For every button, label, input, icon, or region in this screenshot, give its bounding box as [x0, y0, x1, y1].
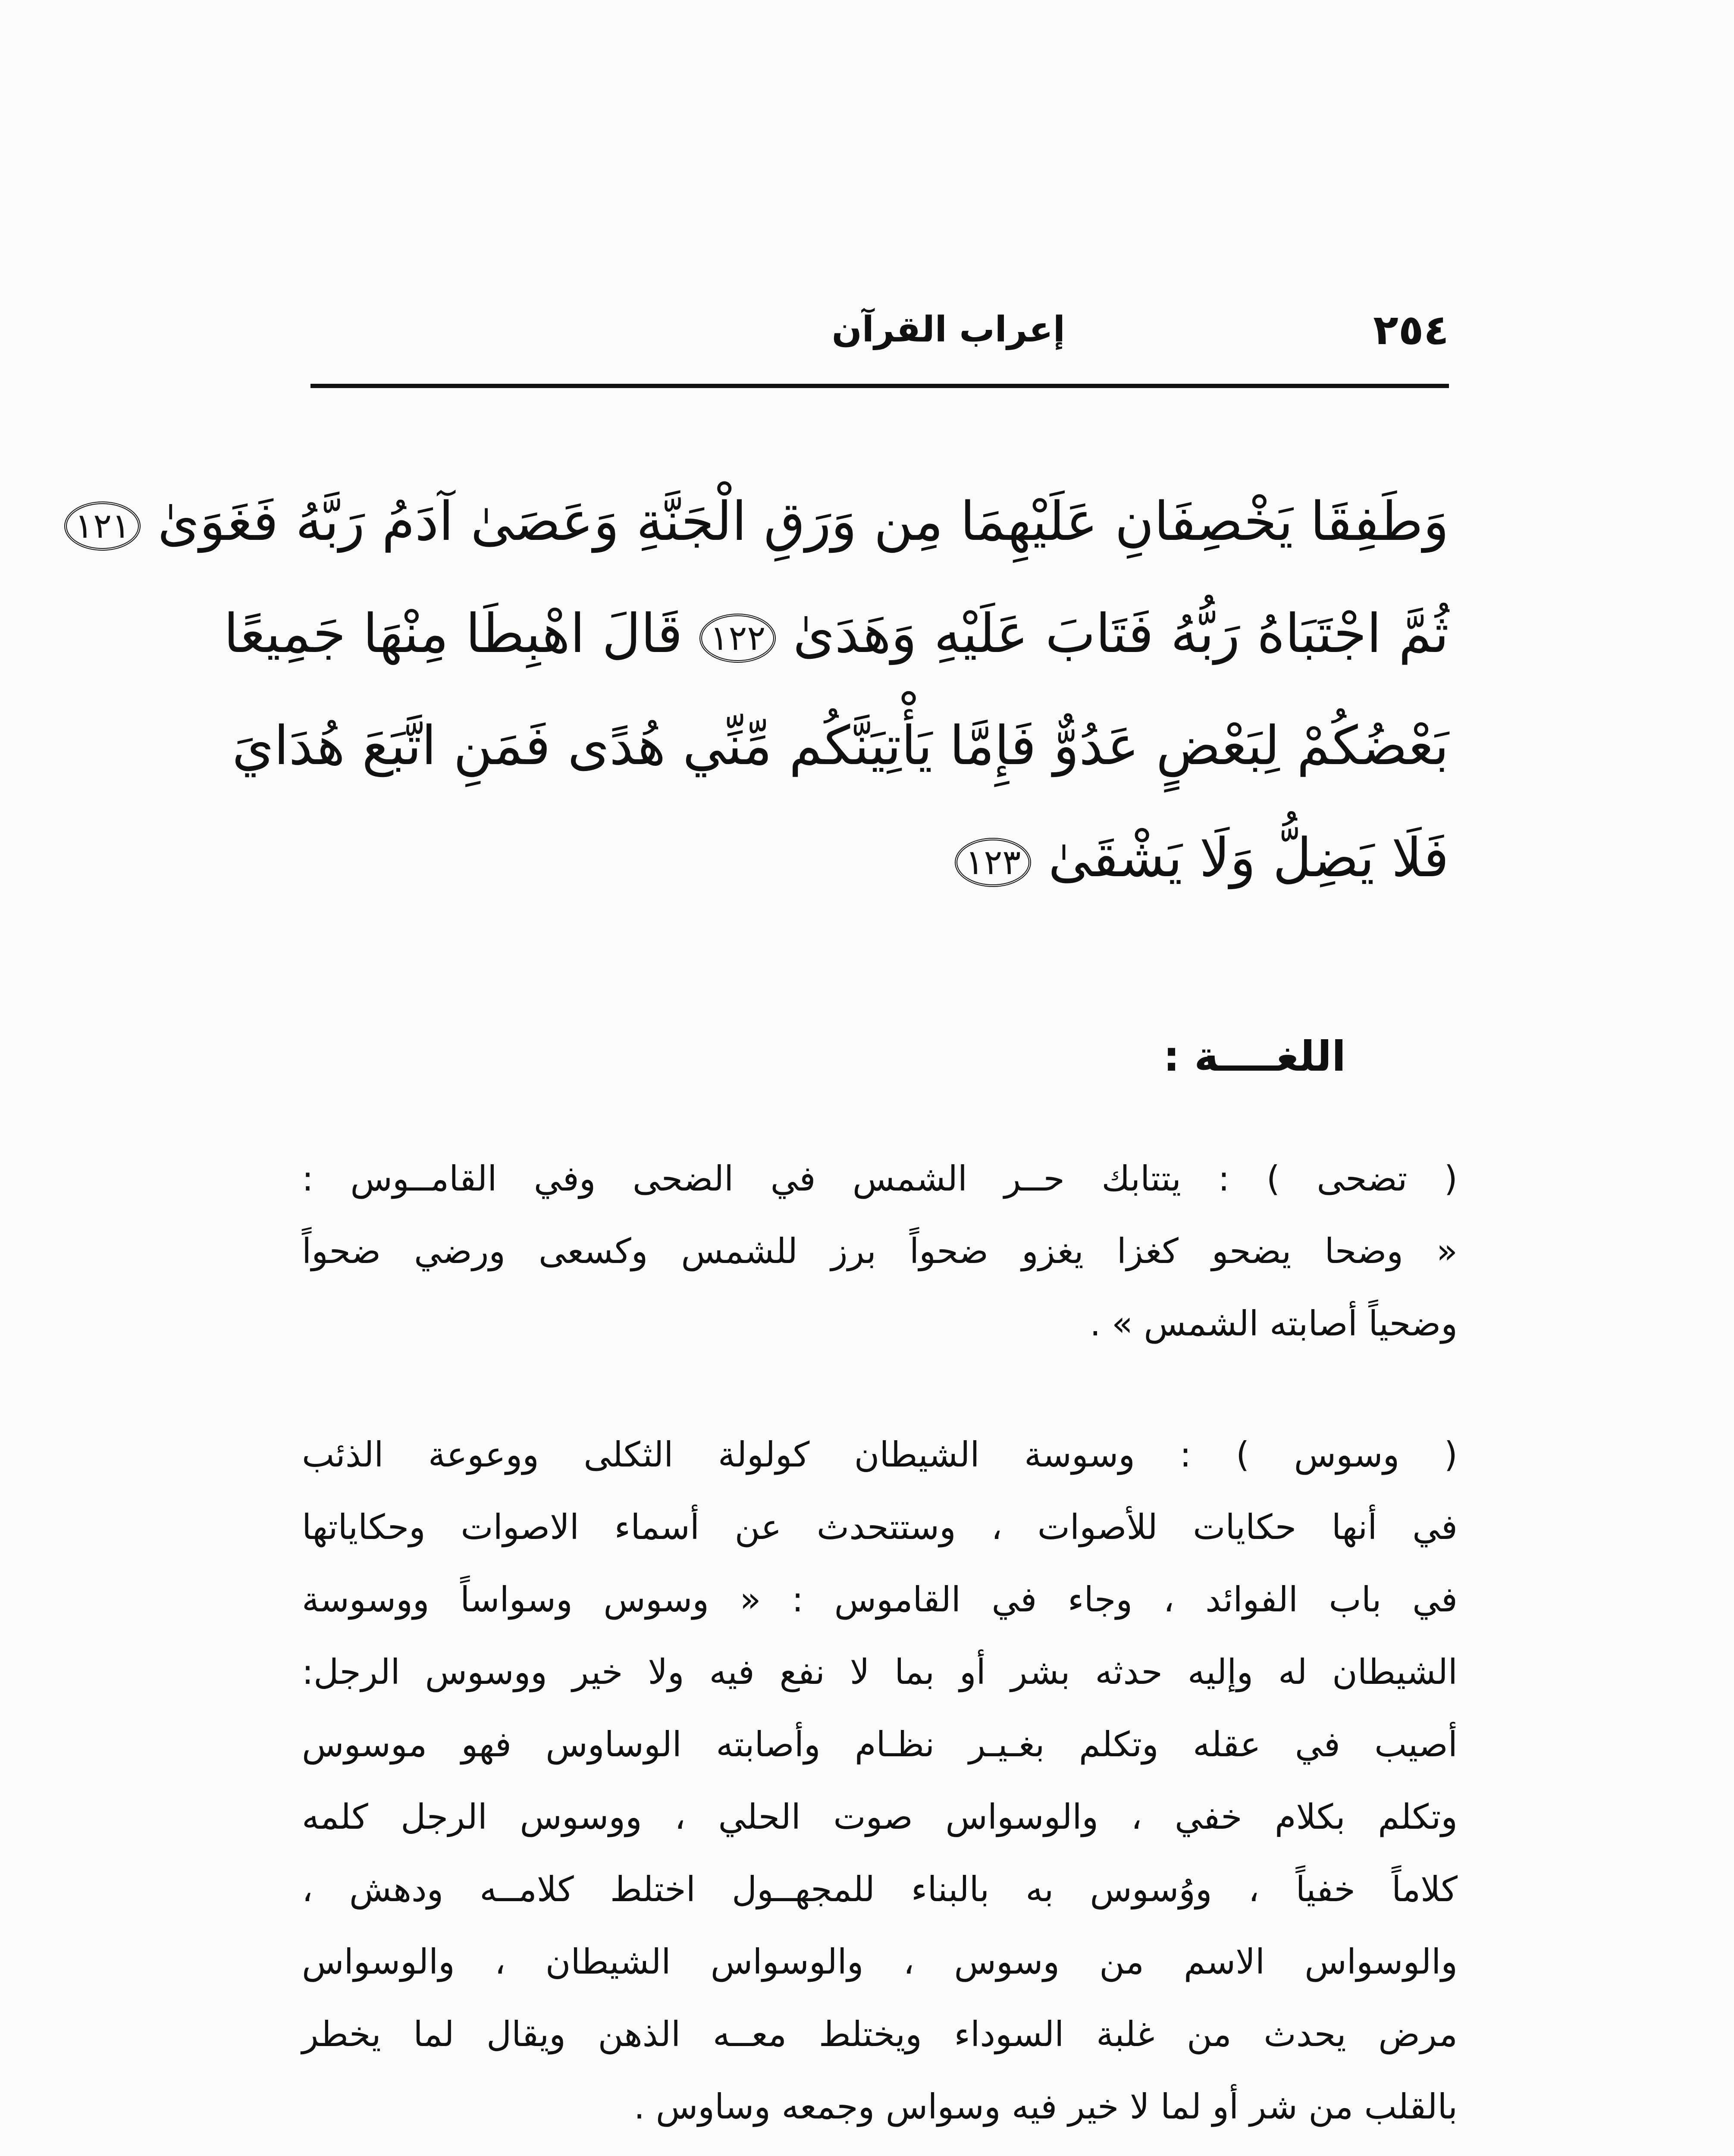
body-line: أصيب في عقله وتكلم بغـيـر نظـام وأصابته الوساوس فهو موسوس [302, 1724, 1458, 1764]
ayah-number-marker: ١٢١ [64, 501, 141, 551]
verse-line-3 [232, 690, 1449, 802]
body-line: وضحياً أصابته الشمس » . [1090, 1304, 1458, 1344]
ayah-number-marker: ١٢٣ [955, 838, 1031, 887]
body-line: كلاماً خفياً ، ووُسوس به بالبناء للمجهــول اختلط كلامــه ودهش ، [302, 1869, 1458, 1909]
ayah-number-marker: ١٢٢ [699, 614, 776, 663]
body-line: في أنها حكايات للأصوات ، وستتحدث عن أسماء الاصوات وحكاياتها [302, 1507, 1458, 1547]
body-line: بالقلب من شر أو لما لا خير فيه وسواس وجمعه وساوس . [633, 2087, 1458, 2127]
verse-text: قَالَ اهْبِطَا مِنْهَا جَمِيعًا [223, 603, 683, 665]
body-line: ( تضحى ) : يتتابك حــر الشمس في الضحى وفي القامــوس : [302, 1159, 1458, 1199]
body-line: ( وسوس ) : وسوسة الشيطان كولولة الثكلى ووعوعة الذئب [302, 1435, 1458, 1475]
verse-text: بَعْضُكُمْ لِبَعْضٍ عَدُوٌّ فَإِمَّا يَأْتِيَنَّكُم مِّنِّي هُدًى فَمَنِ اتَّبَعَ هُدَايَ [232, 715, 1449, 777]
paragraph-tadha [302, 1143, 1458, 1360]
body-line: وتكلم بكلام خفي ، والوسواس صوت الحلي ، ووسوس الرجل كلمه [302, 1797, 1458, 1837]
verse-text: فَلَا يَضِلُّ وَلَا يَشْقَىٰ [1048, 827, 1449, 889]
running-head [310, 276, 1449, 362]
verse-text: وَطَفِقَا يَخْصِفَانِ عَلَيْهِمَا مِن وَرَقِ الْجَنَّةِ وَعَصَىٰ آدَمُ رَبَّهُ فَغَوَىٰ [157, 491, 1449, 553]
book-title: إعراب القرآن [831, 309, 1065, 350]
body-line: والوسواس الاسم من وسوس ، والوسواس الشيطان ، والوسواس [302, 1942, 1458, 1982]
page-number: ٢٥٤ [1373, 306, 1449, 354]
verse-line-2 [223, 578, 1449, 690]
body-line: « وضحا يضحو كغزا يغزو ضحواً برز للشمس وكسعى ورضي ضحواً [302, 1231, 1458, 1271]
verse-line-4 [302, 802, 1449, 914]
body-line: مرض يحدث من غلبة السوداء ويختلط معــه الذهن ويقال لما يخطر [302, 2014, 1458, 2054]
verse-text: ثُمَّ اجْتَبَاهُ رَبُّهُ فَتَابَ عَلَيْهِ وَهَدَىٰ [793, 603, 1449, 665]
paragraph-waswas [302, 1419, 1458, 2143]
header-rule [310, 384, 1449, 388]
body-line: في باب الفوائد ، وجاء في القاموس : « وسوس وسواساً ووسوسة [302, 1579, 1458, 1620]
quran-verses [75, 466, 1449, 914]
section-heading: اللغــــة : [1163, 1032, 1346, 1081]
body-line: الشيطان له وإليه حدثه بشر أو بما لا نفع فيه ولا خير ووسوس الرجل: [302, 1652, 1458, 1692]
verse-line-1 [75, 466, 1449, 578]
